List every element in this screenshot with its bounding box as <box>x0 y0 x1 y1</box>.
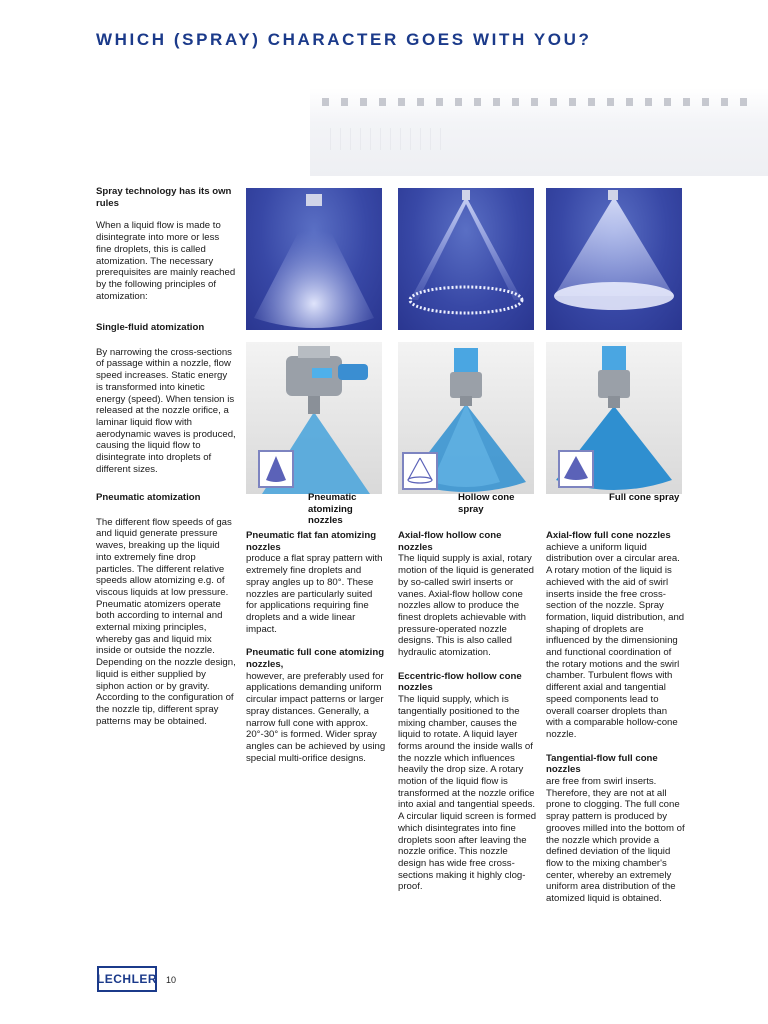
single-fluid-section <box>96 322 236 475</box>
logo-text: LECHLER <box>96 972 158 986</box>
decorative-grid <box>330 128 450 150</box>
full-cone-atomizing-heading: Pneumatic full cone atomizing nozzles, <box>246 647 385 671</box>
photo-hollow-cone-spray <box>398 188 534 330</box>
single-fluid-heading: Single-fluid atomization <box>96 322 205 333</box>
photo-full-cone-spray <box>546 188 682 330</box>
render-pneumatic-nozzle <box>246 342 382 494</box>
pneumatic-heading: Pneumatic atomization <box>96 492 201 503</box>
full-cone-icon <box>558 450 594 488</box>
render-hollow-cone-nozzle <box>398 342 534 494</box>
axial-hollow-text: The liquid supply is axial, rotary motion of the liquid is generated by so-called swirl inserts or vanes. Axial-flow hollow cone nozzles allow to produce the finest droplets achievable with pressure-operated nozzle designs. This is also called hydraulic atomization. <box>398 553 534 659</box>
lechler-logo <box>97 966 157 992</box>
caption-hollow-cone: Hollow cone spray <box>458 492 515 515</box>
flat-fan-text: produce a flat spray pattern with extremely fine droplets and spray angles up to 80°. These nozzles are particularly suited for applications requiring fine droplets and a wide linear impact. <box>246 553 383 635</box>
photo-flat-fan-spray <box>246 188 382 330</box>
eccentric-hollow-text: The liquid supply, which is tangentially positioned to the mixing chamber, causes the liquid to rotate. A liquid layer forms around the inside walls of the nozzle which influences heavily the drop size. A rotary motion of the liquid flow is transformed at the nozzle orifice into axial and tangential speeds. A circular liquid screen is formed which disintegrates into fine droplets soon after leaving the nozzle orifice. This nozzle design has wide free cross-sections making it highly clog-proof. <box>398 694 537 893</box>
eccentric-hollow-heading: Eccentric-flow hollow cone nozzles <box>398 670 522 694</box>
intro-text: When a liquid flow is made to disintegrate into more or less fine droplets, this is called atomization. The necessary prerequisites are mainly reached by the following principles of atomization: <box>96 220 236 302</box>
intro-heading: Spray technology has its own rules <box>96 186 232 209</box>
axial-hollow-heading: Axial-flow hollow cone nozzles <box>398 530 502 553</box>
caption-full-cone: Full cone spray <box>609 492 680 503</box>
pneumatic-section <box>96 492 236 727</box>
page-title: WHICH (SPRAY) CHARACTER GOES WITH YOU? <box>96 30 592 49</box>
hollow-cone-icon <box>402 452 438 490</box>
tangential-full-text: are free from swirl inserts. Therefore, they are not at all prone to clogging. The full cone spray pattern is produced by grooves milled into the bottom of the nozzle which provide a defined deviation of the liquid flow to the mixing chamber's center, whereby an extremely uniform area distribution of the atomized liquid is obtained. <box>546 776 685 905</box>
column-full-cone <box>546 530 686 917</box>
full-cone-atomizing-text: however, are preferably used for applications demanding uniform circular impact patterns or larger spray distances. Generally, a narrow full cone with approx. 20°-30° is formed. Wider spray angles can be achieved by using special multi-orifice designs. <box>246 670 386 764</box>
render-full-cone-nozzle <box>546 342 682 494</box>
axial-full-text: achieve a uniform liquid distribution over a circular area. A rotary motion of the liquid is achieved with the aid of swirl inserts inside the free cross-section of the nozzle. Spray formation, liquid distribution, and shaping of droplets are influenced by the dimensioning and functional coordination of the rotary motions and the swirl chamber. Turbulent flows with different axial and tangential speed components lead to overall coarser droplets than with a comparable hollow-cone nozzle. <box>546 541 685 740</box>
page-number: 10 <box>166 975 177 985</box>
caption-pneumatic: Pneumatic atomizing nozzles <box>308 492 357 526</box>
pneumatic-text: The different flow speeds of gas and liquid generate pressure waves, breaking up the liquid into extremely fine drop particles. The different relative speeds allow atomizing e.g. of viscous liquids at low pressure. Pneumatic atomizers operate both according to internal and external mixing principles, whereby gas and liquid mix inside or outside the nozzle. Depending on the nozzle design, liquid is either supplied by siphon action or by gravity. According to the configuration of the nozzle tip, different spray patterns may be obtained. <box>96 516 236 727</box>
column-pneumatic <box>246 530 386 776</box>
single-fluid-text: By narrowing the cross-sections of passage within a nozzle, flow speed increases. Static energy is transformed into kinetic energy (speed). When tension is released at the nozzle orifice, a laminar liquid flow with aerodynamic waves is produced, causing the liquid flow to disintegrate into droplets of different sizes. <box>96 346 236 475</box>
axial-full-heading: Axial-flow full cone nozzles <box>546 530 671 541</box>
flat-fan-heading: Pneumatic flat fan atomizing nozzles <box>246 530 377 553</box>
decorative-dot-row <box>322 98 752 106</box>
pneumatic-spray-icon <box>258 450 294 488</box>
intro-section <box>96 186 236 302</box>
tangential-full-heading: Tangential-flow full cone nozzles <box>546 752 658 776</box>
column-hollow-cone <box>398 530 538 905</box>
